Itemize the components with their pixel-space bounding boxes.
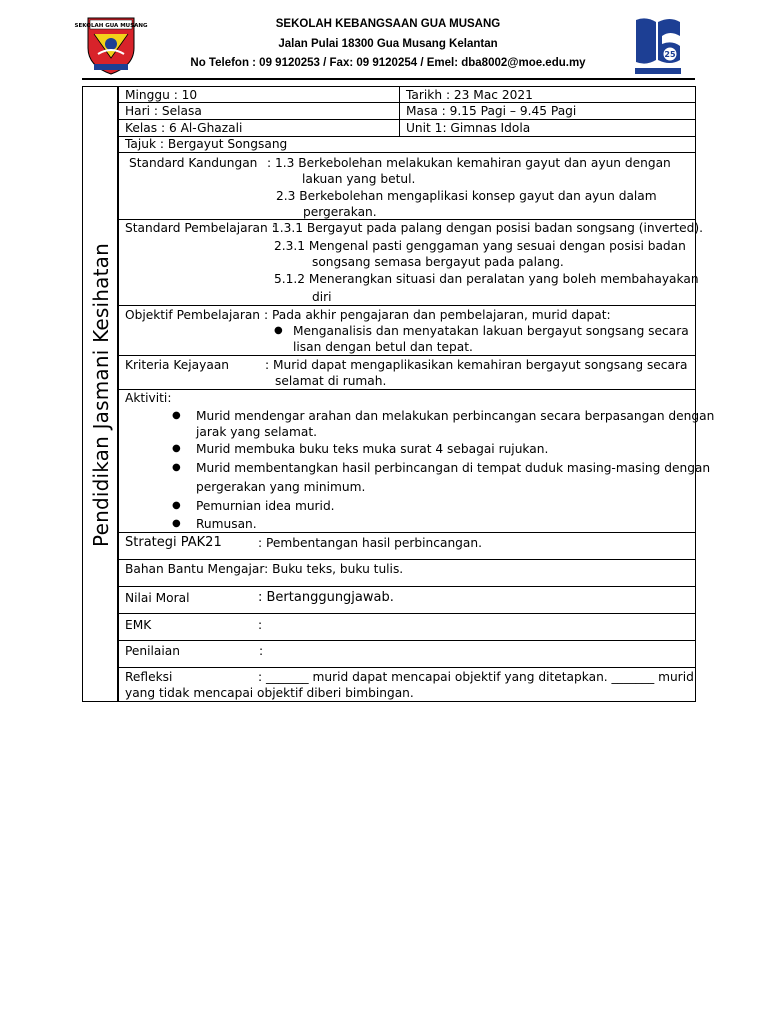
row-standard-kandungan <box>118 153 696 220</box>
bullet-icon: ● <box>274 325 283 336</box>
standard-pembelajaran-line: songsang semasa bergayut pada palang. <box>312 255 564 269</box>
row-kriteria <box>118 356 696 390</box>
row-strategi <box>118 533 696 560</box>
strategi-label: Strategi PAK21 <box>125 535 222 550</box>
row-emk <box>118 614 696 641</box>
bullet-icon: ● <box>172 462 181 473</box>
nilai-value: : Bertanggungjawab. <box>258 590 394 605</box>
strategi-value: : Pembentangan hasil perbincangan. <box>258 536 482 550</box>
aktiviti-item: Murid membentangkan hasil perbincangan di tempat duduk masing-masing dengan <box>196 461 711 475</box>
objektif-label: Objektif Pembelajaran <box>125 308 261 322</box>
emk-value: : <box>258 618 263 632</box>
subject-title: Pendidikan Jasmani Kesihatan <box>89 243 113 547</box>
letterhead <box>74 12 695 78</box>
refleksi-text: : _______ murid dapat mencapai objektif yang ditetapkan. _______ murid <box>258 670 694 684</box>
row-standard-pembelajaran <box>118 220 703 306</box>
aktiviti-label: Aktiviti: <box>125 391 172 405</box>
bullet-icon: ● <box>172 410 181 421</box>
row-penilaian <box>118 641 696 668</box>
school-name: SEKOLAH KEBANGSAAN GUA MUSANG <box>275 18 501 30</box>
hari-text: Hari : Selasa <box>125 104 202 118</box>
unit-text: Unit 1: Gimnas Idola <box>406 121 531 135</box>
school-crest-logo <box>74 14 148 76</box>
bahan-text: Bahan Bantu Mengajar: Buku teks, buku tulis. <box>125 562 404 576</box>
objektif-bullet-text: Menganalisis dan menyatakan lakuan bergayut songsang secara <box>293 324 689 338</box>
kriteria-text: selamat di rumah. <box>275 374 387 388</box>
header-divider <box>82 78 695 80</box>
standard-pembelajaran-label: Standard Pembelajaran : <box>125 221 276 235</box>
aktiviti-item: Murid membuka buku teks muka surat 4 sebagai rujukan. <box>196 442 549 456</box>
kriteria-label: Kriteria Kejayaan <box>125 358 230 372</box>
tajuk-text: Tajuk : Bergayut Songsang <box>125 137 288 151</box>
anniversary-logo <box>632 14 684 76</box>
refleksi-text: yang tidak mencapai objektif diberi bimbingan. <box>125 686 414 700</box>
standard-pembelajaran-line: 5.1.2 Menerangkan situasi dan peralatan yang boleh membahayakan <box>274 272 699 286</box>
row-nilai <box>118 587 696 614</box>
masa-text: Masa : 9.15 Pagi – 9.45 Pagi <box>406 104 577 118</box>
objektif-bullet-text: lisan dengan betul dan tepat. <box>293 340 473 354</box>
standard-kandungan-line: : 1.3 Berkebolehan melakukan kemahiran gayut dan ayun dengan <box>267 156 671 170</box>
standard-kandungan-label: Standard Kandungan <box>129 156 258 170</box>
kelas-text: Kelas : 6 Al-Ghazali <box>125 121 243 135</box>
standard-pembelajaran-line: diri <box>312 290 332 304</box>
standard-kandungan-line: lakuan yang betul. <box>302 172 416 186</box>
aktiviti-item: Murid mendengar arahan dan melakukan perbincangan secara berpasangan dengan <box>196 409 715 423</box>
row-bahan <box>118 560 696 587</box>
aktiviti-item: jarak yang selamat. <box>196 425 317 439</box>
kriteria-text: : Murid dapat mengaplikasikan kemahiran bergayut songsang secara <box>265 358 688 372</box>
school-address: Jalan Pulai 18300 Gua Musang Kelantan <box>278 38 498 50</box>
row-hari <box>118 103 696 120</box>
standard-kandungan-line: pergerakan. <box>303 205 377 219</box>
aktiviti-item: pergerakan yang minimum. <box>196 480 366 494</box>
row-tajuk <box>118 137 696 153</box>
emk-label: EMK <box>125 618 152 632</box>
lesson-plan-table <box>118 86 715 702</box>
minggu-text: Minggu : 10 <box>125 88 198 102</box>
penilaian-label: Penilaian <box>125 644 180 658</box>
standard-pembelajaran-line: 2.3.1 Mengenal pasti genggaman yang sesuai dengan posisi badan <box>274 239 686 253</box>
refleksi-label: Refleksi <box>125 670 173 684</box>
svg-text:25: 25 <box>664 50 676 59</box>
standard-pembelajaran-line: 1.3.1 Bergayut pada palang dengan posisi badan songsang (inverted). <box>272 221 703 235</box>
bullet-icon: ● <box>172 443 181 454</box>
row-minggu <box>118 86 696 103</box>
objektif-intro: : Pada akhir pengajaran dan pembelajaran, murid dapat: <box>264 308 611 322</box>
tarikh-text: Tarikh : 23 Mac 2021 <box>406 88 533 102</box>
row-aktiviti <box>118 390 715 533</box>
standard-kandungan-line: 2.3 Berkebolehan mengaplikasi konsep gayut dan ayun dalam <box>276 189 657 203</box>
aktiviti-item: Rumusan. <box>196 517 257 531</box>
aktiviti-item: Pemurnian idea murid. <box>196 499 335 513</box>
school-contact: No Telefon : 09 9120253 / Fax: 09 9120254 / Emel: dba8002@moe.edu.my <box>190 57 586 69</box>
row-kelas <box>118 120 696 137</box>
penilaian-value: : <box>259 644 264 658</box>
row-refleksi <box>118 668 696 702</box>
bullet-icon: ● <box>172 500 181 511</box>
nilai-label: Nilai Moral <box>125 591 190 605</box>
subject-sidebar <box>82 86 118 702</box>
bullet-icon: ● <box>172 518 181 529</box>
row-objektif <box>118 306 696 356</box>
svg-text:SEKOLAH GUA MUSANG: SEKOLAH GUA MUSANG <box>74 23 148 29</box>
